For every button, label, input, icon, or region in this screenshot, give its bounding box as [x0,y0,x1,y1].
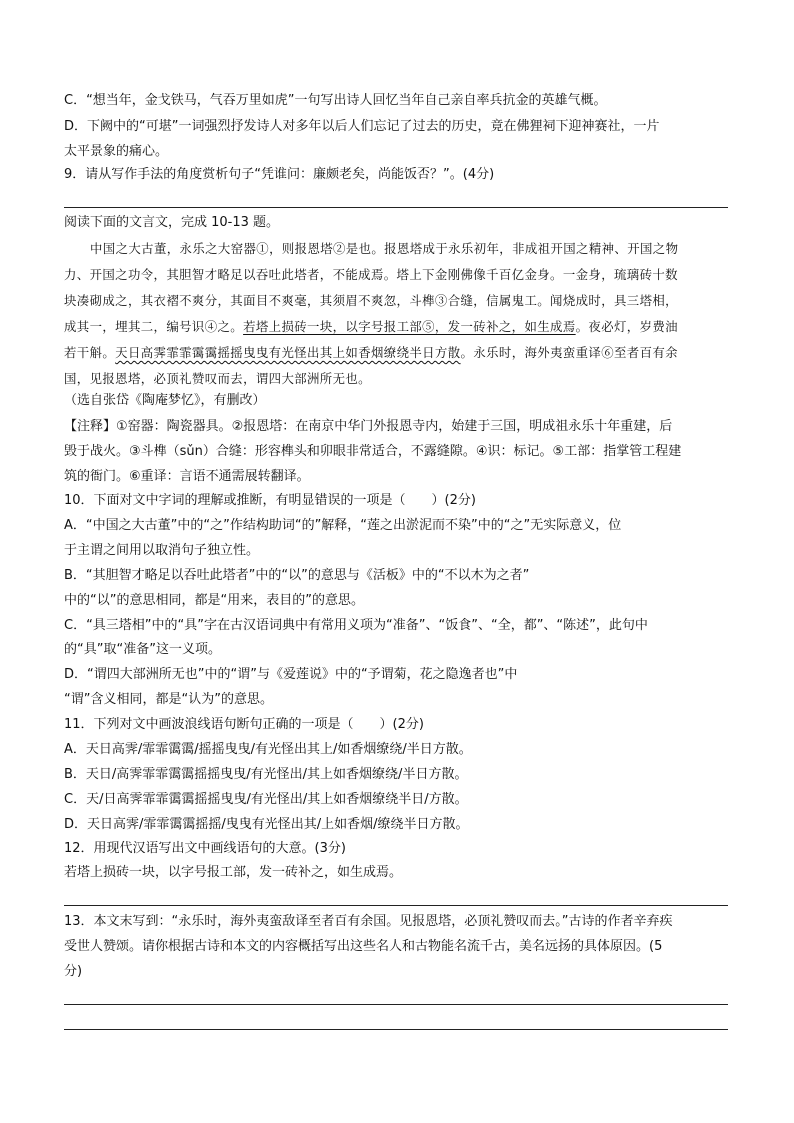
passage-line: 力、开国之功令，其胆智才略足以吞吐此塔者，不能成焉。塔上下金刚佛像千百亿金身。一金身，琉璃砖十数 [64,267,678,282]
wavy-underlined-sentence: 天日高霁霏霏霭霭摇摇曳曳有光怪出其上如香烟缭绕半日方散 [115,345,461,360]
q10-option-c-cont: 的“具”取“准备”这一义项。 [64,642,221,657]
q10-option-b-cont: 中的“以”的意思相同，都是“用来，表目的”的意思。 [64,593,364,608]
notes-line: 筑的衙门。⑥重译：言语不通需展转翻译。 [64,469,310,484]
underlined-sentence: 若塔上损砖一块，以字号报工部⑤，发一砖补之，如生成焉 [243,319,576,334]
q10-option-b: B．“其胆智才略足以吞吐此塔者”中的“以”的意思与《活板》中的“不以木为之者” [64,568,530,583]
q12-answer-line[interactable] [64,905,728,906]
notes-line: 毁于战火。③斗榫（sǔn）合缝：形容榫头和卯眼非常适合，不露缝隙。④识：标记。⑤工部：指掌管工程建 [64,444,682,459]
q10-option-a: A．“中国之大古董”中的“之”作结构助词“的”解释，“莲之出淤泥而不染”中的“之”无实际意义，位 [64,518,622,533]
passage-text: 成其一，埋其二，编号识④之。 [64,319,244,334]
q9-answer-line[interactable] [64,207,728,208]
q11-stem: 11．下列对文中画波浪线语句断句正确的一项是（ ）(2分) [64,717,424,732]
q8-option-d-line2: 太平景象的痛心。 [64,144,169,159]
q10-stem: 10．下面对文中字词的理解或推断，有明显错误的一项是（ ）(2分) [64,493,476,508]
q13-answer-line-2[interactable] [64,1029,728,1030]
passage-line: 块凑砌成之，其衣褶不爽分，其面目不爽毫，其须眉不爽忽，斗榫③合缝，信属鬼工。闻烧成时，具三塔相， [64,293,678,308]
q11-option-c: C．天/日高霁霏霏霭霭摇摇曳曳/有光怪出/其上如香烟缭绕半日/方散。 [64,792,468,807]
notes-line: 【注释】①窑器：陶瓷器具。②报恩塔：在南京中华门外报恩寺内，始建于三国，明成祖永乐十年重建，后 [64,419,673,434]
passage-line [64,318,678,336]
q10-option-c: C．“具三塔相”中的“具”字在古汉语词典中有常用义项为“准备”、“饭食”、“全，都”、“陈述”，此句中 [64,618,648,633]
q13-answer-line-1[interactable] [64,1004,728,1005]
q10-option-a-cont: 于主谓之间用以取消句子独立性。 [64,543,260,558]
q8-option-c: C．“想当年，金戈铁马，气吞万里如虎”一句写出诗人回忆当年自己亲自率兵抗金的英雄气概。 [64,93,607,108]
q10-option-d-cont: “谓”含义相同，都是“认为”的意思。 [64,692,273,707]
q9-prompt: 9．请从写作手法的角度赏析句子“凭谁问：廉颇老矣，尚能饭否？”。(4分) [64,167,495,182]
q8-option-d-line1: D．下阙中的“可堪”一词强烈抒发诗人对多年以后人们忘记了过去的历史，竟在佛狸祠下迎神赛社，一片 [64,119,660,134]
q12-sentence: 若塔上损砖一块，以字号报工部，发一砖补之，如生成焉。 [64,865,403,880]
passage-source: （选自张岱《陶庵梦忆》，有删改） [64,393,266,408]
passage-text: 。永乐时，海外夷蛮重译⑥至者百有余 [460,345,678,360]
q13-line1: 13．本文末写到：“永乐时，海外夷蛮敌译至者百有余国。见报恩塔，必顶礼赞叹而去。”古诗的作者辛弃疾 [64,914,673,929]
q11-option-a: A．天日高霁/霏霏霭霭/摇摇曳曳/有光怪出其上/如香烟缭绕/半日方散。 [64,742,472,757]
passage-intro: 阅读下面的文言文，完成 10-13 题。 [64,215,280,230]
q13-line2: 受世人赞颂。请你根据古诗和本文的内容概括写出这些名人和古物能名流千古，美名远扬的具体原因。(5 [64,939,663,954]
q13-line3: 分) [64,964,83,979]
passage-line: 国，见报恩塔，必顶礼赞叹而去，谓四大部洲所无也。 [64,371,371,386]
q12-stem: 12．用现代汉语写出文中画线语句的大意。(3分) [64,841,346,856]
q10-option-d: D．“谓四大部洲所无也”中的“谓”与《爱莲说》中的“予谓菊，花之隐逸者也”中 [64,667,518,682]
passage-text: 若干斛。 [64,345,116,360]
q11-option-d: D．天日高霁/霏霏霭霭摇摇/曳曳有光怪出其/上如香烟/缭绕半日方散。 [64,817,469,832]
passage-line [64,344,678,362]
passage-line: 中国之大古董，永乐之大窑器①，则报恩塔②是也。报恩塔成于永乐初年，非成祖开国之精神、开国之物 [90,241,679,256]
q11-option-b: B．天日/高霁霏霏霭霭摇摇曳曳/有光怪出/其上如香烟缭绕/半日方散。 [64,767,468,782]
passage-text: 。夜必灯，岁费油 [575,319,678,334]
